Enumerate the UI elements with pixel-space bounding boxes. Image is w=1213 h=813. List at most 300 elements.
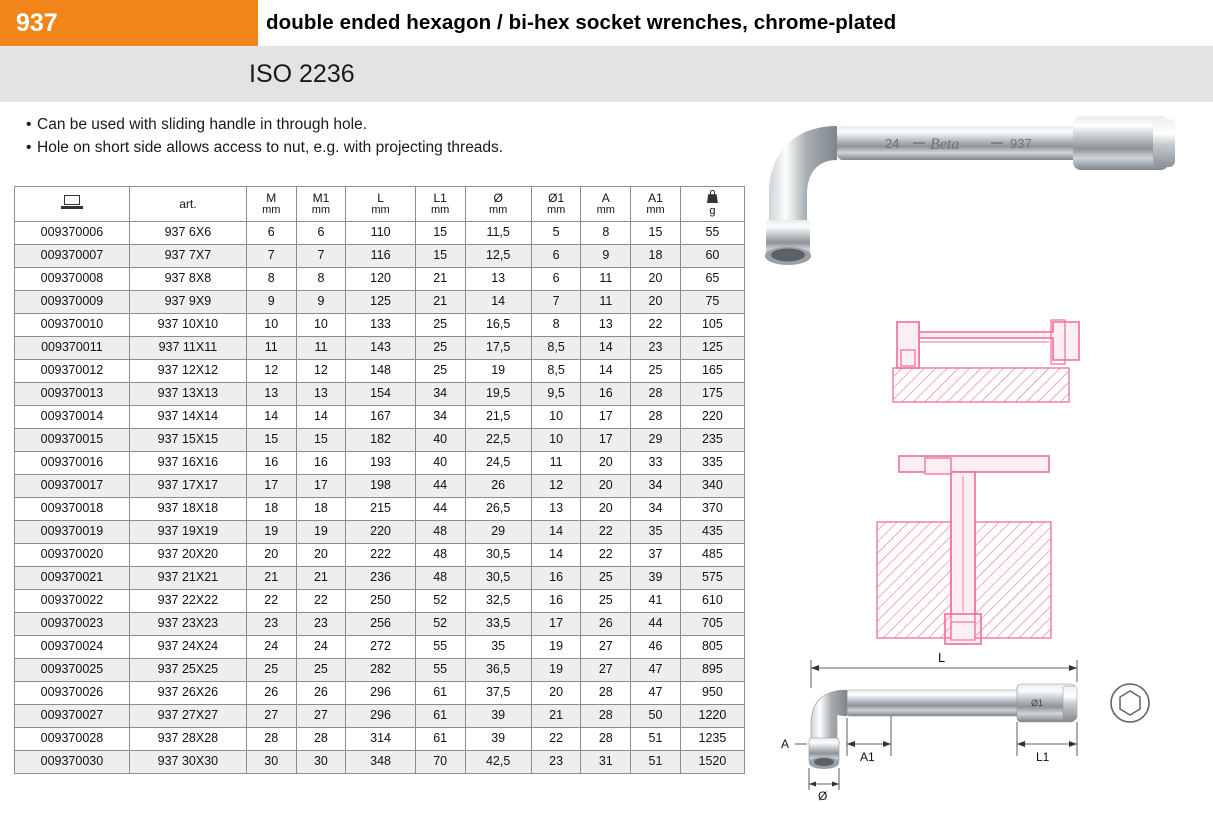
- cell-m1: 26: [296, 682, 346, 705]
- cell-l: 198: [346, 475, 416, 498]
- cell-l: 116: [346, 245, 416, 268]
- table-row[interactable]: [15, 728, 745, 751]
- cell-l1: 61: [415, 705, 465, 728]
- cell-l: 154: [346, 383, 416, 406]
- cell-l1: 44: [415, 498, 465, 521]
- cell-code: 009370020: [15, 544, 130, 567]
- cell-a1: 34: [631, 475, 681, 498]
- table-row[interactable]: [15, 567, 745, 590]
- cell-diameter: 14: [465, 291, 531, 314]
- cell-weight: 235: [680, 429, 744, 452]
- cell-m1: 14: [296, 406, 346, 429]
- table-row[interactable]: [15, 475, 745, 498]
- page-header: [0, 0, 1213, 46]
- cell-a1: 15: [631, 222, 681, 245]
- cell-a1: 20: [631, 291, 681, 314]
- cell-weight: 60: [680, 245, 744, 268]
- cell-diameter: 35: [465, 636, 531, 659]
- cell-l1: 40: [415, 452, 465, 475]
- cell-m1: 16: [296, 452, 346, 475]
- cell-diameter: 26: [465, 475, 531, 498]
- cell-m: 28: [246, 728, 296, 751]
- cell-l: 133: [346, 314, 416, 337]
- cell-diameter: 17,5: [465, 337, 531, 360]
- table-header-row: [15, 187, 745, 222]
- product-size-engraving: 24: [885, 136, 900, 151]
- cell-code: 009370009: [15, 291, 130, 314]
- cell-code: 009370019: [15, 521, 130, 544]
- cell-diameter1: 14: [531, 544, 581, 567]
- cell-art: 937 21X21: [129, 567, 246, 590]
- cell-a1: 33: [631, 452, 681, 475]
- cell-diameter1: 6: [531, 245, 581, 268]
- cell-diameter: 19,5: [465, 383, 531, 406]
- cell-code: 009370023: [15, 613, 130, 636]
- cell-a1: 18: [631, 245, 681, 268]
- cell-m1: 23: [296, 613, 346, 636]
- cell-art: 937 18X18: [129, 498, 246, 521]
- cell-a: 22: [581, 521, 631, 544]
- cell-a1: 29: [631, 429, 681, 452]
- cell-a1: 39: [631, 567, 681, 590]
- table-row[interactable]: [15, 452, 745, 475]
- cell-weight: 165: [680, 360, 744, 383]
- table-row[interactable]: [15, 291, 745, 314]
- cell-art: 937 12X12: [129, 360, 246, 383]
- cell-art: 937 24X24: [129, 636, 246, 659]
- table-row[interactable]: [15, 613, 745, 636]
- cell-a: 28: [581, 705, 631, 728]
- cell-m1: 7: [296, 245, 346, 268]
- page-title: double ended hexagon / bi-hex socket wrenches, chrome-plated: [266, 11, 897, 34]
- cell-l1: 25: [415, 337, 465, 360]
- computer-icon: [61, 195, 83, 210]
- cell-art: 937 13X13: [129, 383, 246, 406]
- cell-code: 009370026: [15, 682, 130, 705]
- table-body: [15, 222, 745, 774]
- cell-l1: 44: [415, 475, 465, 498]
- cell-l1: 21: [415, 291, 465, 314]
- cell-m: 21: [246, 567, 296, 590]
- cell-m: 23: [246, 613, 296, 636]
- cell-a: 17: [581, 406, 631, 429]
- table-row[interactable]: [15, 245, 745, 268]
- cell-m: 17: [246, 475, 296, 498]
- cell-art: 937 15X15: [129, 429, 246, 452]
- cell-diameter: 30,5: [465, 544, 531, 567]
- brand-engraving: Beta: [930, 136, 960, 153]
- cell-diameter1: 9,5: [531, 383, 581, 406]
- cell-l1: 40: [415, 429, 465, 452]
- cell-diameter: 26,5: [465, 498, 531, 521]
- cell-code: 009370027: [15, 705, 130, 728]
- cell-code: 009370018: [15, 498, 130, 521]
- cell-m: 12: [246, 360, 296, 383]
- cell-m: 22: [246, 590, 296, 613]
- dimension-label-L1: L1: [1036, 750, 1050, 764]
- cell-l1: 48: [415, 544, 465, 567]
- dimension-diagram: [781, 650, 1149, 803]
- column-header-l: L mm: [346, 187, 416, 222]
- cell-weight: 220: [680, 406, 744, 429]
- cell-art: 937 22X22: [129, 590, 246, 613]
- table-row[interactable]: [15, 521, 745, 544]
- wrench-illustrations: [755, 108, 1207, 806]
- cell-a1: 28: [631, 406, 681, 429]
- cell-art: 937 27X27: [129, 705, 246, 728]
- cell-weight: 950: [680, 682, 744, 705]
- table-row[interactable]: [15, 705, 745, 728]
- cell-weight: 805: [680, 636, 744, 659]
- cell-art: 937 10X10: [129, 314, 246, 337]
- cell-l1: 61: [415, 682, 465, 705]
- cell-a1: 20: [631, 268, 681, 291]
- cell-a: 11: [581, 268, 631, 291]
- cell-m: 11: [246, 337, 296, 360]
- cell-m: 6: [246, 222, 296, 245]
- cell-diameter1: 13: [531, 498, 581, 521]
- cell-l: 182: [346, 429, 416, 452]
- cell-m: 7: [246, 245, 296, 268]
- cell-a1: 34: [631, 498, 681, 521]
- cell-diameter: 29: [465, 521, 531, 544]
- feature-text: Hole on short side allows access to nut, e.g. with projecting threads.: [37, 138, 504, 156]
- cell-a1: 47: [631, 682, 681, 705]
- cell-diameter: 37,5: [465, 682, 531, 705]
- cell-m: 30: [246, 751, 296, 774]
- cell-code: 009370013: [15, 383, 130, 406]
- cell-code: 009370012: [15, 360, 130, 383]
- cell-diameter: 11,5: [465, 222, 531, 245]
- cell-a: 13: [581, 314, 631, 337]
- cell-a: 22: [581, 544, 631, 567]
- standard-bar: [0, 46, 1213, 102]
- cell-diameter1: 16: [531, 590, 581, 613]
- cell-l: 296: [346, 682, 416, 705]
- cell-weight: 895: [680, 659, 744, 682]
- product-photo: [765, 116, 1175, 265]
- cell-a: 20: [581, 475, 631, 498]
- cell-m1: 18: [296, 498, 346, 521]
- cell-weight: 175: [680, 383, 744, 406]
- cell-a: 27: [581, 659, 631, 682]
- cell-a1: 50: [631, 705, 681, 728]
- cell-l1: 34: [415, 383, 465, 406]
- bullet-icon: •: [26, 138, 32, 156]
- dimension-label-L: L: [938, 650, 946, 665]
- cell-code: 009370017: [15, 475, 130, 498]
- table-row[interactable]: [15, 383, 745, 406]
- cell-a1: 46: [631, 636, 681, 659]
- column-header-m: M mm: [246, 187, 296, 222]
- illustration-panel: [755, 108, 1207, 806]
- cell-m: 24: [246, 636, 296, 659]
- cell-diameter: 19: [465, 360, 531, 383]
- cell-art: 937 25X25: [129, 659, 246, 682]
- cell-m1: 19: [296, 521, 346, 544]
- cell-l1: 48: [415, 521, 465, 544]
- cell-weight: 705: [680, 613, 744, 636]
- cell-code: 009370022: [15, 590, 130, 613]
- cell-m1: 17: [296, 475, 346, 498]
- cell-a1: 41: [631, 590, 681, 613]
- product-code-badge: 937: [0, 0, 258, 46]
- cell-diameter: 13: [465, 268, 531, 291]
- cell-l1: 21: [415, 268, 465, 291]
- cell-l: 148: [346, 360, 416, 383]
- cell-weight: 105: [680, 314, 744, 337]
- cell-m: 8: [246, 268, 296, 291]
- cell-m1: 28: [296, 728, 346, 751]
- cell-m1: 21: [296, 567, 346, 590]
- table-row[interactable]: [15, 222, 745, 245]
- cell-art: 937 19X19: [129, 521, 246, 544]
- cell-code: 009370021: [15, 567, 130, 590]
- bullet-icon: •: [26, 116, 32, 133]
- column-header-l1: L1 mm: [415, 187, 465, 222]
- cell-diameter1: 21: [531, 705, 581, 728]
- cell-a: 17: [581, 429, 631, 452]
- table-row[interactable]: [15, 429, 745, 452]
- table-row[interactable]: [15, 682, 745, 705]
- cell-diameter: 33,5: [465, 613, 531, 636]
- cell-l: 314: [346, 728, 416, 751]
- cell-m: 16: [246, 452, 296, 475]
- cell-diameter1: 10: [531, 406, 581, 429]
- cell-a1: 25: [631, 360, 681, 383]
- cell-a: 26: [581, 613, 631, 636]
- cell-weight: 575: [680, 567, 744, 590]
- cell-art: 937 11X11: [129, 337, 246, 360]
- cell-l1: 48: [415, 567, 465, 590]
- cell-m: 9: [246, 291, 296, 314]
- cell-diameter: 16,5: [465, 314, 531, 337]
- column-header-a1: A1 mm: [631, 187, 681, 222]
- cell-l: 250: [346, 590, 416, 613]
- cell-m: 15: [246, 429, 296, 452]
- cell-art: 937 26X26: [129, 682, 246, 705]
- cell-m1: 8: [296, 268, 346, 291]
- cell-m1: 9: [296, 291, 346, 314]
- cell-m1: 6: [296, 222, 346, 245]
- cell-l: 296: [346, 705, 416, 728]
- cell-m: 25: [246, 659, 296, 682]
- cell-code: 009370011: [15, 337, 130, 360]
- column-header-diameter1: Ø1 mm: [531, 187, 581, 222]
- cell-l1: 34: [415, 406, 465, 429]
- specification-table-container: [14, 186, 745, 774]
- cell-m: 10: [246, 314, 296, 337]
- cell-m: 13: [246, 383, 296, 406]
- cell-code: 009370007: [15, 245, 130, 268]
- cell-a1: 51: [631, 751, 681, 774]
- cell-a: 20: [581, 498, 631, 521]
- cell-weight: 55: [680, 222, 744, 245]
- cell-m1: 11: [296, 337, 346, 360]
- cell-m1: 12: [296, 360, 346, 383]
- table-row[interactable]: [15, 544, 745, 567]
- cell-art: 937 8X8: [129, 268, 246, 291]
- specification-table: [14, 186, 745, 774]
- cell-m1: 25: [296, 659, 346, 682]
- cell-a1: 51: [631, 728, 681, 751]
- cell-diameter1: 19: [531, 636, 581, 659]
- cell-m1: 24: [296, 636, 346, 659]
- table-row[interactable]: [15, 659, 745, 682]
- feature-text: Can be used with sliding handle in through hole.: [37, 116, 368, 133]
- cell-diameter1: 5: [531, 222, 581, 245]
- cell-art: 937 17X17: [129, 475, 246, 498]
- table-row[interactable]: [15, 751, 745, 774]
- cell-l1: 15: [415, 245, 465, 268]
- cell-m1: 30: [296, 751, 346, 774]
- cell-l: 193: [346, 452, 416, 475]
- cell-m: 26: [246, 682, 296, 705]
- cell-code: 009370016: [15, 452, 130, 475]
- cell-art: 937 16X16: [129, 452, 246, 475]
- cell-weight: 1520: [680, 751, 744, 774]
- cell-weight: 125: [680, 337, 744, 360]
- cell-m: 27: [246, 705, 296, 728]
- table-row[interactable]: [15, 636, 745, 659]
- cell-diameter1: 16: [531, 567, 581, 590]
- cell-art: 937 9X9: [129, 291, 246, 314]
- cell-a: 14: [581, 337, 631, 360]
- cell-l: 125: [346, 291, 416, 314]
- cell-weight: 65: [680, 268, 744, 291]
- product-code-engraving: 937: [1010, 136, 1032, 151]
- cell-m: 14: [246, 406, 296, 429]
- column-header-art: art.: [129, 187, 246, 222]
- cell-l: 110: [346, 222, 416, 245]
- cell-a1: 35: [631, 521, 681, 544]
- cell-diameter: 39: [465, 705, 531, 728]
- usage-diagram-horizontal: [893, 320, 1079, 402]
- cell-art: 937 28X28: [129, 728, 246, 751]
- cell-l: 236: [346, 567, 416, 590]
- cell-a1: 28: [631, 383, 681, 406]
- cell-a: 11: [581, 291, 631, 314]
- cell-diameter1: 11: [531, 452, 581, 475]
- cell-a1: 37: [631, 544, 681, 567]
- cell-weight: 485: [680, 544, 744, 567]
- cell-weight: 335: [680, 452, 744, 475]
- cell-a: 28: [581, 728, 631, 751]
- cell-l1: 25: [415, 360, 465, 383]
- dimension-label-diameter1: Ø1: [1031, 698, 1044, 708]
- cell-m1: 10: [296, 314, 346, 337]
- cell-code: 009370014: [15, 406, 130, 429]
- cell-a: 14: [581, 360, 631, 383]
- table-row[interactable]: [15, 314, 745, 337]
- cell-diameter: 22,5: [465, 429, 531, 452]
- cell-l: 215: [346, 498, 416, 521]
- cell-l1: 25: [415, 314, 465, 337]
- cell-a1: 44: [631, 613, 681, 636]
- cell-diameter1: 22: [531, 728, 581, 751]
- cell-weight: 340: [680, 475, 744, 498]
- cell-weight: 1235: [680, 728, 744, 751]
- column-header-diameter: Ø mm: [465, 187, 531, 222]
- usage-diagram-vertical: [877, 456, 1051, 644]
- cell-a: 28: [581, 682, 631, 705]
- cell-diameter1: 20: [531, 682, 581, 705]
- cell-diameter1: 8: [531, 314, 581, 337]
- table-row[interactable]: [15, 268, 745, 291]
- cell-l1: 15: [415, 222, 465, 245]
- cell-diameter1: 12: [531, 475, 581, 498]
- column-header-code: [15, 187, 130, 222]
- cell-diameter: 42,5: [465, 751, 531, 774]
- cell-m: 18: [246, 498, 296, 521]
- cell-weight: 435: [680, 521, 744, 544]
- cell-weight: 1220: [680, 705, 744, 728]
- cell-l: 120: [346, 268, 416, 291]
- cell-m: 20: [246, 544, 296, 567]
- cell-code: 009370008: [15, 268, 130, 291]
- cell-code: 009370006: [15, 222, 130, 245]
- cell-a1: 22: [631, 314, 681, 337]
- table-row[interactable]: [15, 498, 745, 521]
- cell-m: 19: [246, 521, 296, 544]
- cell-code: 009370028: [15, 728, 130, 751]
- cell-l1: 52: [415, 613, 465, 636]
- column-header-m1: M1 mm: [296, 187, 346, 222]
- cell-m1: 22: [296, 590, 346, 613]
- table-row[interactable]: [15, 406, 745, 429]
- dimension-label-A1: A1: [860, 750, 875, 764]
- cell-art: 937 7X7: [129, 245, 246, 268]
- cell-diameter1: 23: [531, 751, 581, 774]
- cell-a: 16: [581, 383, 631, 406]
- cell-weight: 610: [680, 590, 744, 613]
- cell-l: 272: [346, 636, 416, 659]
- cell-l1: 55: [415, 636, 465, 659]
- cell-art: 937 6X6: [129, 222, 246, 245]
- cell-code: 009370024: [15, 636, 130, 659]
- cell-a1: 23: [631, 337, 681, 360]
- cell-diameter: 30,5: [465, 567, 531, 590]
- cell-l1: 55: [415, 659, 465, 682]
- cell-diameter1: 14: [531, 521, 581, 544]
- column-header-a: A mm: [581, 187, 631, 222]
- column-header-weight: g: [680, 187, 744, 222]
- cell-weight: 370: [680, 498, 744, 521]
- table-row[interactable]: [15, 590, 745, 613]
- cell-a: 31: [581, 751, 631, 774]
- cell-art: 937 30X30: [129, 751, 246, 774]
- cell-diameter1: 7: [531, 291, 581, 314]
- cell-diameter1: 8,5: [531, 337, 581, 360]
- cell-l: 222: [346, 544, 416, 567]
- cell-a: 25: [581, 590, 631, 613]
- cell-code: 009370015: [15, 429, 130, 452]
- table-row[interactable]: [15, 360, 745, 383]
- cell-l: 220: [346, 521, 416, 544]
- cell-diameter: 21,5: [465, 406, 531, 429]
- cell-a: 25: [581, 567, 631, 590]
- cell-diameter: 39: [465, 728, 531, 751]
- table-row[interactable]: [15, 337, 745, 360]
- cell-diameter1: 8,5: [531, 360, 581, 383]
- dimension-label-diameter: Ø: [818, 789, 828, 803]
- cell-art: 937 14X14: [129, 406, 246, 429]
- cell-diameter: 24,5: [465, 452, 531, 475]
- cell-code: 009370010: [15, 314, 130, 337]
- cell-diameter1: 17: [531, 613, 581, 636]
- cell-l1: 70: [415, 751, 465, 774]
- weight-icon: [707, 190, 718, 203]
